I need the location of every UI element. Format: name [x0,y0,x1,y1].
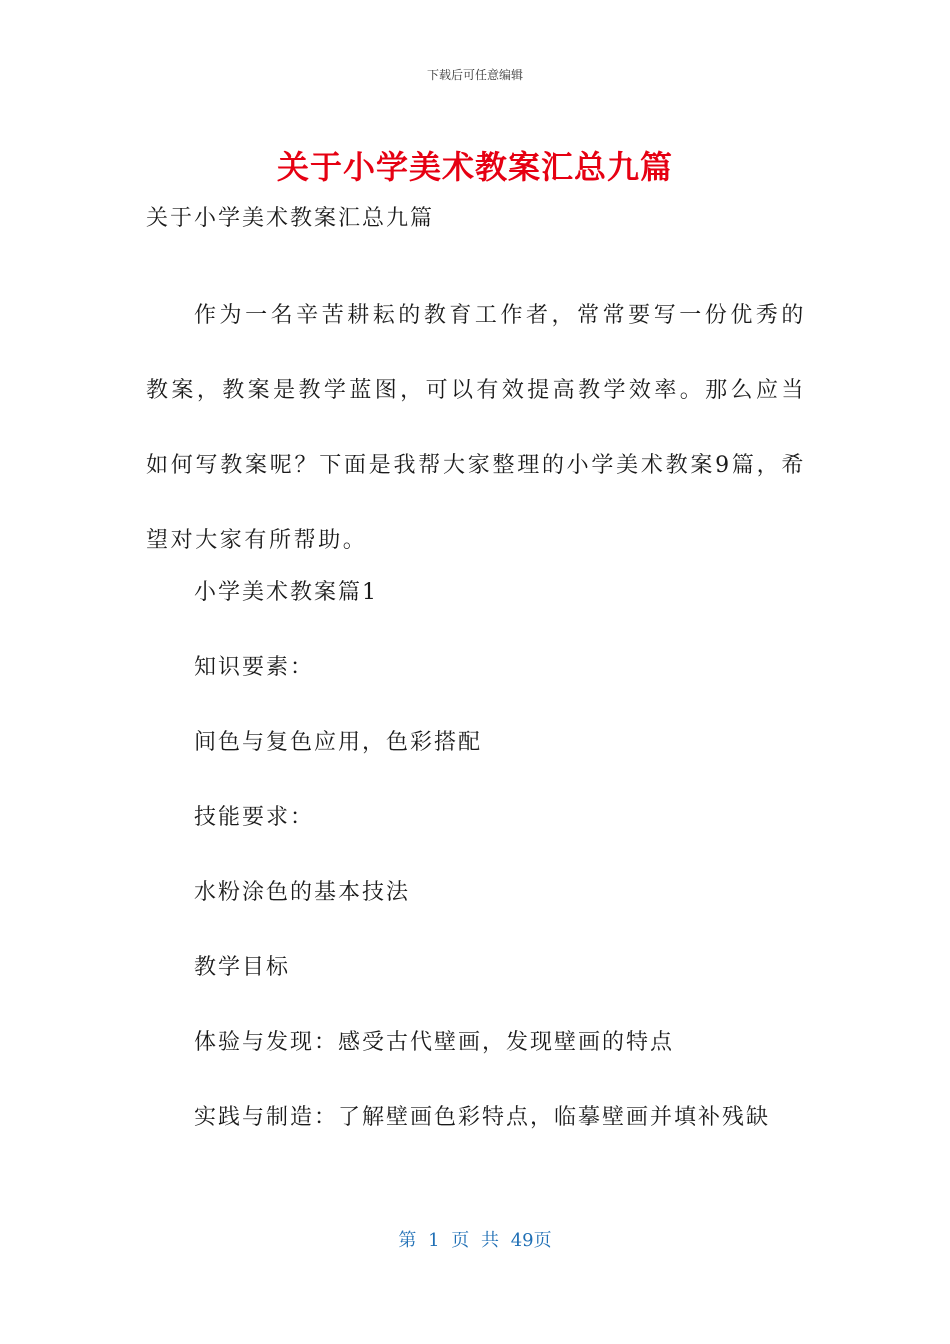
knowledge-content: 间色与复色应用，色彩搭配 [194,730,483,755]
goal-experience: 体验与发现：感受古代壁画，发现壁画的特点 [194,1030,675,1055]
goals-label: 教学目标 [194,955,291,980]
page-footer: 第 1 页 共 49页 [398,1230,552,1251]
subtitle-line: 关于小学美术教案汇总九篇 [146,206,435,231]
section-heading-1: 小学美术教案篇1 [194,580,378,605]
intro-paragraph: 作为一名辛苦耕耘的教育工作者，常常要写一份优秀的教案，教案是教学蓝图，可以有效提高教学效率。那么应当如何写教案呢？下面是我帮大家整理的小学美术教案9篇，希望对大家有所帮助。 [146,303,806,553]
skill-content: 水粉涂色的基本技法 [194,880,411,905]
header-note: 下载后可任意编辑 [426,68,523,82]
skill-label: 技能要求： [194,805,315,830]
knowledge-label: 知识要素： [194,655,315,680]
goal-practice: 实践与制造：了解壁画色彩特点，临摹壁画并填补残缺 [194,1105,771,1130]
document-title: 关于小学美术教案汇总九篇 [276,148,673,186]
